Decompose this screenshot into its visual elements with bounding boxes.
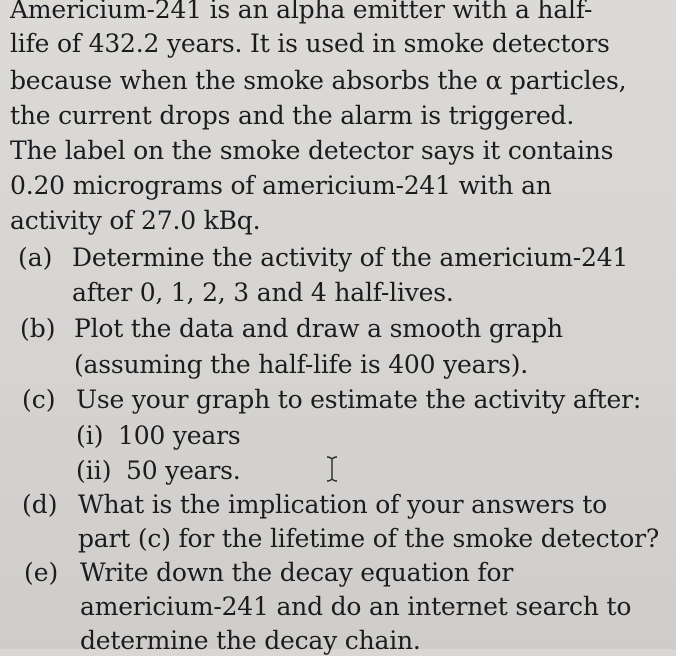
intro-line-4: the current drops and the alarm is triggered. bbox=[10, 101, 575, 130]
subpart-i-label: (i) bbox=[76, 421, 104, 450]
part-e-line-2: americium-241 and do an internet search to bbox=[80, 592, 632, 621]
subpart-i-text: 100 years bbox=[118, 421, 241, 450]
intro-line-1: Americium-241 is an alpha emitter with a half- bbox=[10, 0, 593, 24]
text-cursor-icon bbox=[326, 456, 338, 482]
part-b-line-2: (assuming the half-life is 400 years). bbox=[74, 350, 528, 379]
intro-line-3: because when the smoke absorbs the α particles, bbox=[10, 66, 627, 95]
part-b-label: (b) bbox=[20, 314, 56, 343]
intro-line-5: The label on the smoke detector says it contains bbox=[10, 136, 614, 165]
part-d-line-1: What is the implication of your answers to bbox=[78, 490, 607, 519]
part-a-line-1: Determine the activity of the americium-241 bbox=[72, 243, 629, 272]
part-d-label: (d) bbox=[22, 490, 58, 519]
part-e-label: (e) bbox=[24, 558, 59, 587]
subpart-ii-text: 50 years. bbox=[126, 456, 241, 485]
intro-line-7: activity of 27.0 kBq. bbox=[10, 206, 261, 235]
part-b-line-1: Plot the data and draw a smooth graph bbox=[74, 314, 563, 343]
part-d-line-2: part (c) for the lifetime of the smoke detector? bbox=[78, 524, 660, 553]
intro-line-6: 0.20 micrograms of americium-241 with an bbox=[10, 171, 552, 200]
part-a-line-2: after 0, 1, 2, 3 and 4 half-lives. bbox=[72, 278, 454, 307]
subpart-ii-label: (ii) bbox=[76, 456, 112, 485]
part-e-line-3: determine the decay chain. bbox=[80, 626, 421, 655]
part-c-label: (c) bbox=[22, 385, 56, 414]
intro-line-2: life of 432.2 years. It is used in smoke detectors bbox=[10, 29, 610, 58]
part-e-line-1: Write down the decay equation for bbox=[80, 558, 514, 587]
part-a-label: (a) bbox=[18, 243, 53, 272]
part-c-line-1: Use your graph to estimate the activity after: bbox=[76, 385, 642, 414]
